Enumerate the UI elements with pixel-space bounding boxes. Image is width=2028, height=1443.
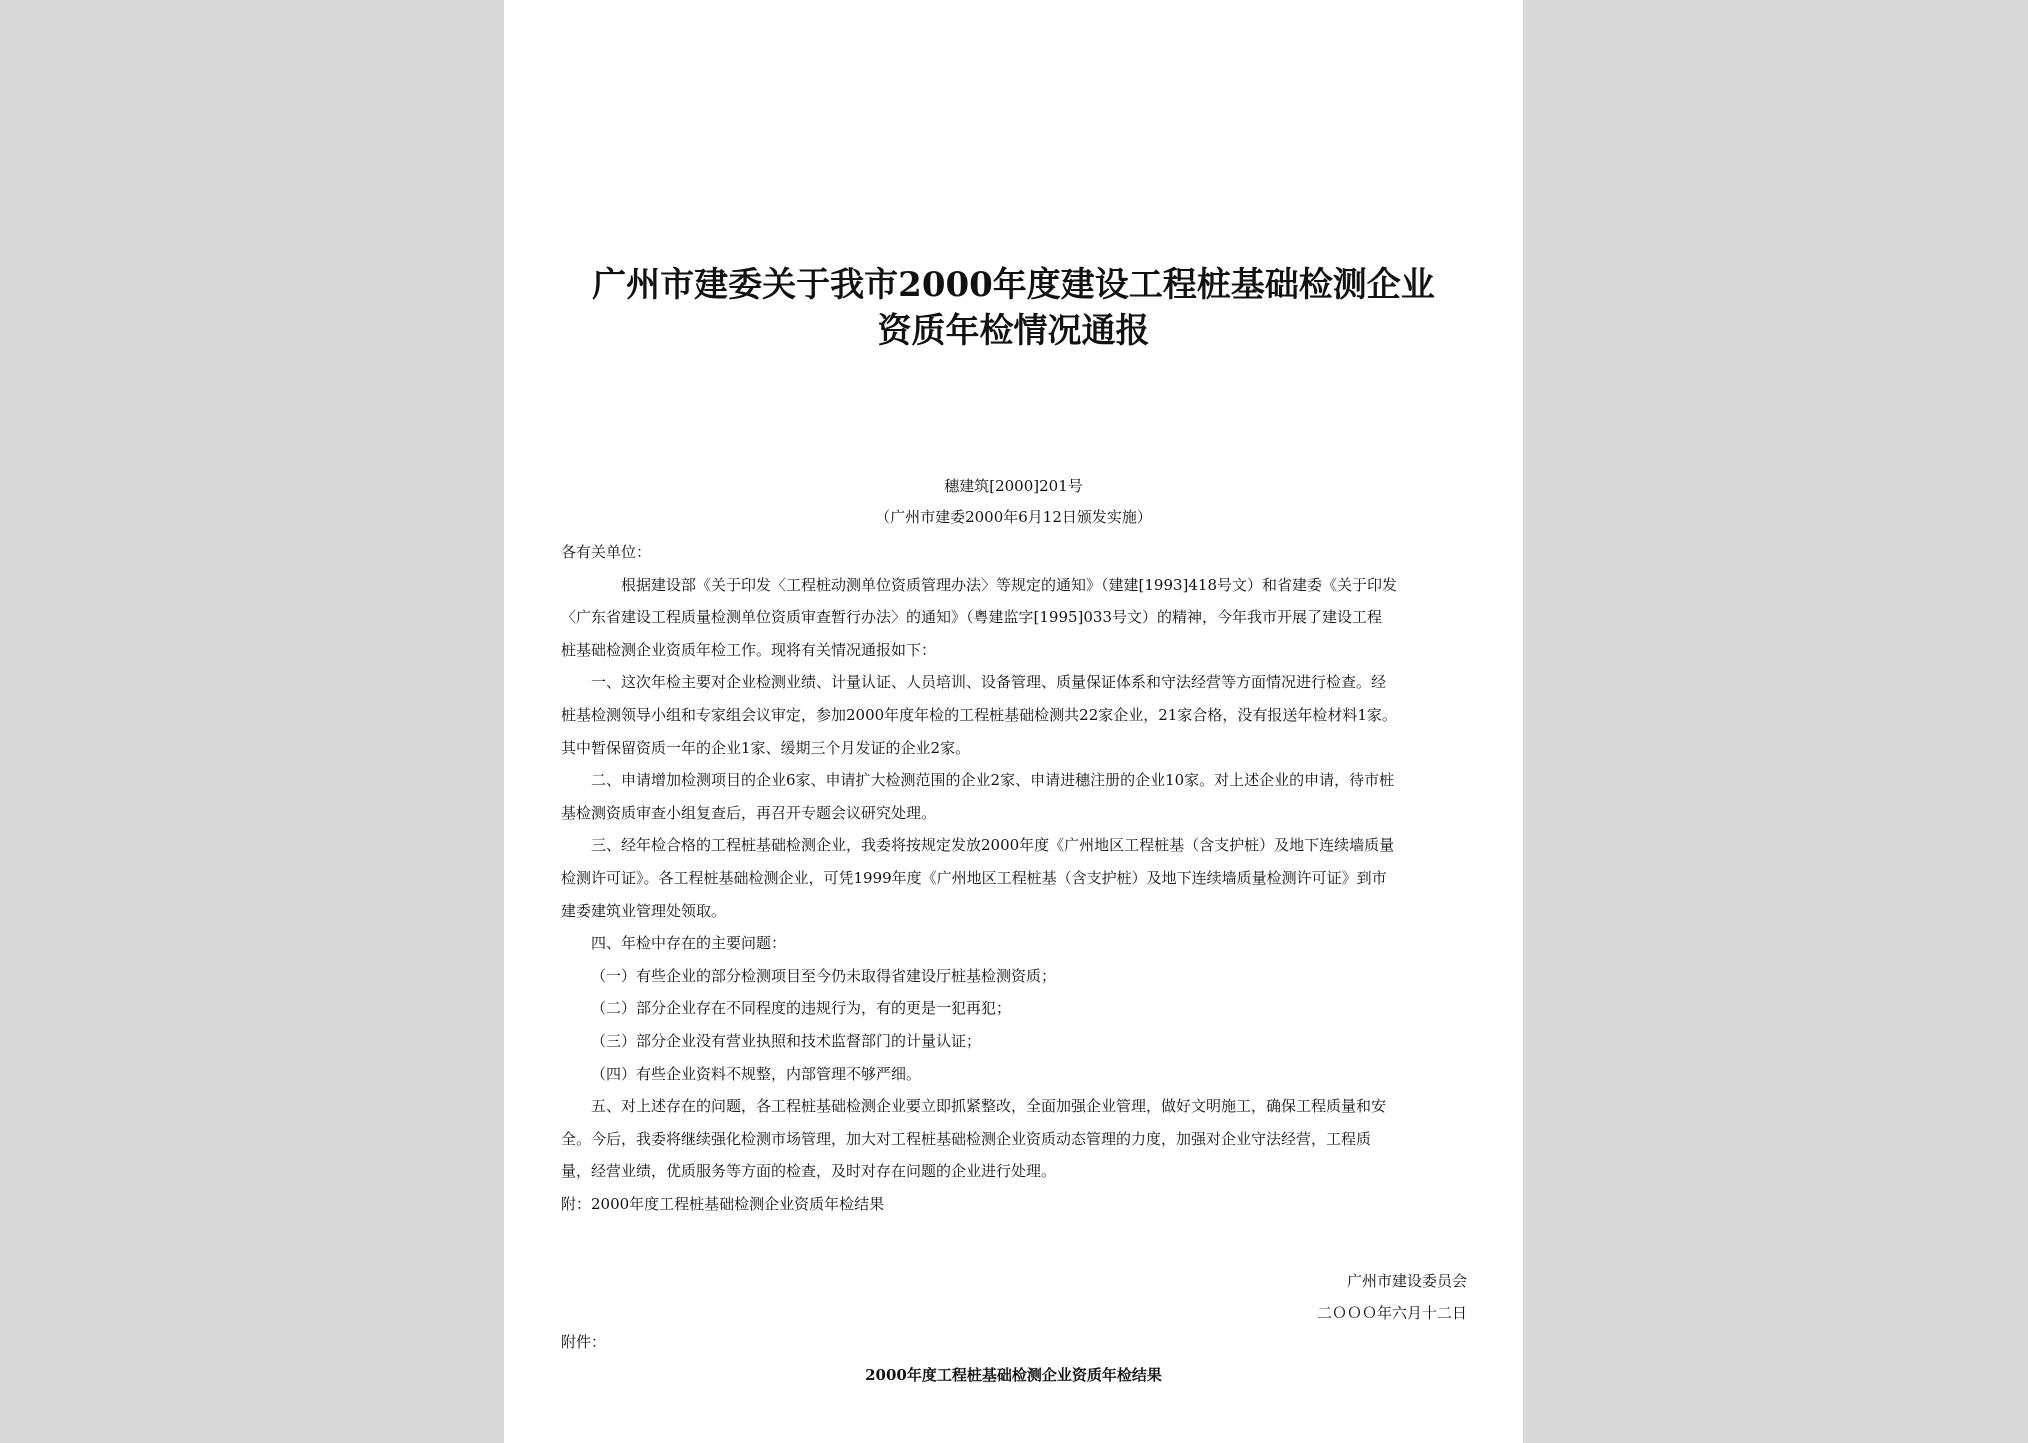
body-line: 附：2000年度工程桩基础检测企业资质年检结果: [561, 1194, 885, 1213]
body-line: 其中暂保留资质一年的企业1家、缓期三个月发证的企业2家。: [561, 738, 971, 757]
document-title: [544, 262, 1483, 354]
attachment-title: 2000年度工程桩基础检测企业资质年检结果: [865, 1366, 1162, 1384]
title-line-2: 资质年检情况通报: [877, 311, 1150, 351]
document-page: [504, 0, 1523, 1443]
document-number: 穗建筑[2000]201号: [944, 477, 1083, 495]
body-line: （三）部分企业没有营业执照和技术监督部门的计量认证；: [591, 1031, 982, 1050]
body-line: 检测许可证》。各工程桩基础检测企业，可凭1999年度《广州地区工程桩基（含支护桩）及地下连续墙质量检测许可证》到市: [561, 868, 1387, 887]
body-line: 基检测资质审查小组复查后，再召开专题会议研究处理。: [561, 803, 937, 822]
body-line: （四）有些企业资料不规整，内部管理不够严细。: [591, 1064, 922, 1083]
body-line: 各有关单位：: [561, 543, 652, 561]
body-line: 三、经年检合格的工程桩基础检测企业，我委将按规定发放2000年度《广州地区工程桩基（含支护桩）及地下连续墙质量: [591, 836, 1395, 855]
body-line: （一）有些企业的部分检测项目至今仍未取得省建设厅桩基检测资质；: [591, 966, 1057, 985]
document-body: [561, 536, 1472, 1220]
body-line: 二、申请增加检测项目的企业6家、申请扩大检测范围的企业2家、申请进穗注册的企业10家。对上述企业的申请，待市桩: [591, 771, 1395, 790]
issue-note: （广州市建委2000年6月12日颁发实施）: [875, 508, 1152, 526]
body-line: 根据建设部《关于印发〈工程桩动测单位资质管理办法〉等规定的通知》（建建[1993]418号文）和省建委《关于印发: [591, 575, 1398, 594]
body-line: 一、这次年检主要对企业检测业绩、计量认证、人员培训、设备管理、质量保证体系和守法经营等方面情况进行检查。经: [591, 673, 1387, 692]
body-line: 量，经营业绩，优质服务等方面的检查，及时对存在问题的企业进行处理。: [561, 1162, 1057, 1181]
signature-organization: 广州市建设委员会: [1346, 1272, 1467, 1290]
body-line: 〈广东省建设工程质量检测单位资质审查暂行办法〉的通知》（粤建监字[1995]033号文）的精神，今年我市开展了建设工程: [561, 608, 1383, 627]
signature-date: 二ＯＯＯ年六月十二日: [1316, 1304, 1467, 1322]
body-line: （二）部分企业存在不同程度的违规行为，有的更是一犯再犯；: [591, 999, 1012, 1018]
body-line: 全。今后，我委将继续强化检测市场管理，加大对工程桩基础检测企业资质动态管理的力度，加强对企业守法经营，工程质: [561, 1129, 1372, 1148]
body-line: 桩基础检测企业资质年检工作。现将有关情况通报如下：: [561, 640, 937, 659]
title-line-1: 广州市建委关于我市2000年度建设工程桩基础检测企业: [592, 265, 1435, 305]
attachment-label: 附件：: [561, 1333, 607, 1351]
body-line: 建委建筑业管理处领取。: [561, 901, 727, 920]
body-line: 五、对上述存在的问题，各工程桩基础检测企业要立即抓紧整改，全面加强企业管理，做好文明施工，确保工程质量和安: [591, 1097, 1387, 1116]
body-line: 桩基检测领导小组和专家组会议审定，参加2000年度年检的工程桩基础检测共22家企业，21家合格，没有报送年检材料1家。: [561, 705, 1397, 724]
body-line: 四、年检中存在的主要问题：: [591, 934, 787, 953]
